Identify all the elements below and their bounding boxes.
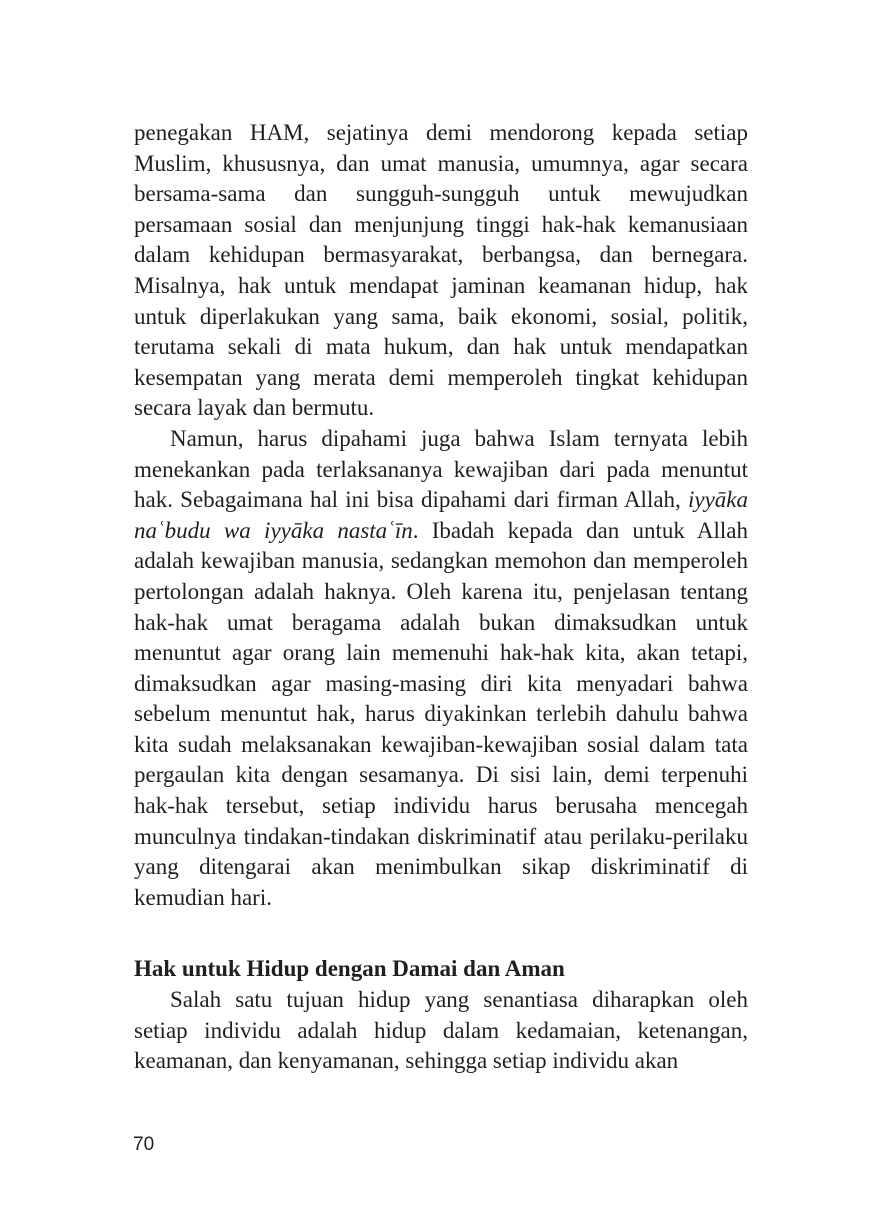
section-heading: Hak untuk Hidup dengan Damai dan Aman — [134, 956, 565, 981]
body-text-top — [134, 118, 748, 913]
body-text-bottom — [134, 985, 748, 1077]
paragraph-peace: Salah satu tujuan hidup yang senantiasa diharapkan oleh setiap individu adalah hidup dalam kedamaian, ketenangan, keamanan, dan kenyamanan, sehingga setiap individu akan — [134, 987, 748, 1074]
quran-transliteration: iyyāka naʿbudu wa iyyāka nastaʿīn — [134, 487, 748, 543]
paragraph-obligation-lead: Namun, harus dipahami juga bahwa Islam ternyata lebih menekankan pada terlaksananya kewajiban dari pada menuntut hak. Sebagaimana hal ini bisa dipahami dari firman Allah, — [134, 425, 748, 513]
paragraph-obligation — [134, 424, 748, 914]
paragraph-obligation-rest: . Ibadah kepada dan untuk Allah adalah kewajiban manusia, sedangkan memohon dan memperoleh pertolongan adalah haknya. Oleh karena itu, penjelasan tentang hak-hak umat beragama adalah bukan dimaksudkan untuk menuntut agar orang lain memenuhi hak-hak kita, akan tetapi, dimaksudkan agar masing-masing diri kita menyadari bahwa sebelum menuntut hak, harus diyakinkan terlebih dahulu bahwa kita sudah melaksanakan kewajiban-kewajiban sosial dalam tata pergaulan kita dengan sesamanya. Di sisi lain, demi terpenuhi hak-hak tersebut, setiap individu harus berusaha mencegah munculnya tindakan-tindakan diskriminatif atau perilaku-perilaku yang ditengarai akan menimbulkan sikap diskriminatif di kemudian hari. — [134, 517, 748, 910]
page-number: 70 — [133, 1134, 155, 1155]
paragraph-continuation: penegakan HAM, sejatinya demi mendorong kepada setiap Muslim, khususnya, dan umat manusia, umumnya, agar secara bersama-sama dan sungguh-sungguh untuk mewujudkan persamaan sosial dan menjunjung tinggi hak-hak kemanusiaan dalam kehidupan bermasyarakat, berbangsa, dan bernegara. Misalnya, hak untuk mendapat jaminan keamanan hidup, hak untuk diperlakukan yang sama, baik ekonomi, sosial, politik, terutama sekali di mata hukum, dan hak untuk mendapatkan kesempatan yang merata demi memperoleh tingkat kehidupan secara layak dan bermutu. — [134, 120, 748, 421]
